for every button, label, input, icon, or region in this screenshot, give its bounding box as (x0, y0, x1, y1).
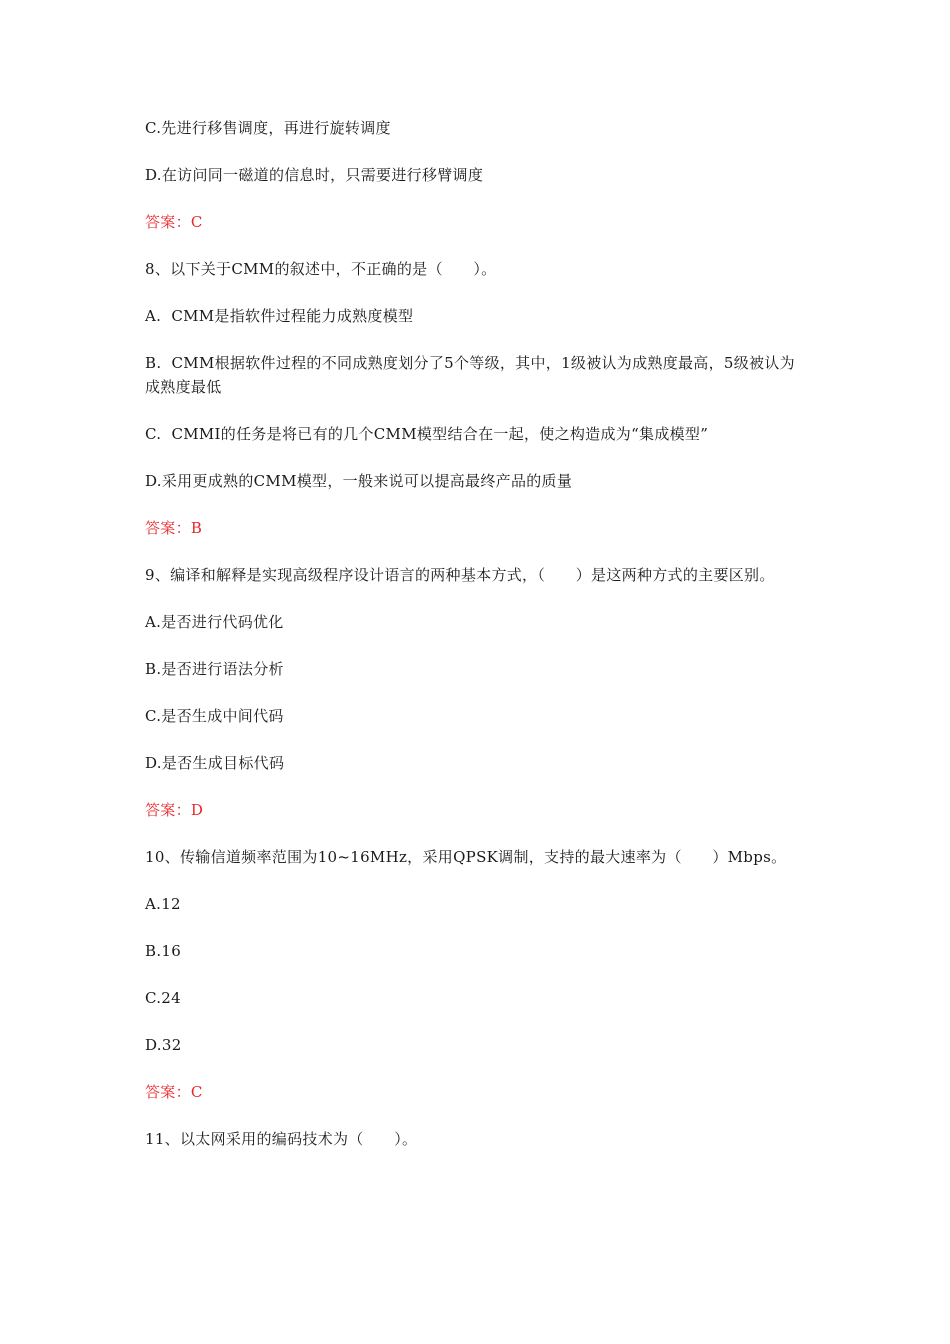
option-8b: B. CMM根据软件过程的不同成熟度划分了5个等级，其中，1级被认为成熟度最高，5级被认为成熟度最低 (145, 354, 795, 396)
answer-10: 答案：C (145, 1083, 203, 1101)
option-10c: C.24 (145, 989, 181, 1007)
option-8a: A. CMM是指软件过程能力成熟度模型 (145, 307, 414, 325)
option-7d: D.在访问同一磁道的信息时，只需要进行移臂调度 (145, 166, 484, 184)
option-10b: B.16 (145, 942, 182, 960)
question-11: 11、以太网采用的编码技术为（ ）。 (145, 1130, 418, 1148)
option-9b: B.是否进行语法分析 (145, 660, 284, 678)
option-9c: C.是否生成中间代码 (145, 707, 284, 725)
document-page (145, 116, 810, 1151)
answer-8: 答案：B (145, 519, 203, 537)
answer-9: 答案：D (145, 801, 204, 819)
question-8: 8、以下关于CMM的叙述中，不正确的是（ ）。 (145, 260, 497, 278)
question-10: 10、传输信道频率范围为10~16MHz，采用QPSK调制，支持的最大速率为（ ）Mbps。 (145, 848, 787, 866)
option-8d: D.采用更成熟的CMM模型，一般来说可以提高最终产品的质量 (145, 472, 573, 490)
option-9a: A.是否进行代码优化 (145, 613, 284, 631)
option-7c: C.先进行移售调度，再进行旋转调度 (145, 119, 391, 137)
option-10d: D.32 (145, 1036, 182, 1054)
option-9d: D.是否生成目标代码 (145, 754, 285, 772)
option-10a: A.12 (145, 895, 181, 913)
answer-7: 答案：C (145, 213, 203, 231)
question-9: 9、编译和解释是实现高级程序设计语言的两种基本方式，（ ）是这两种方式的主要区别。 (145, 566, 775, 584)
option-8c: C. CMMI的任务是将已有的几个CMM模型结合在一起，使之构造成为“集成模型” (145, 425, 709, 443)
